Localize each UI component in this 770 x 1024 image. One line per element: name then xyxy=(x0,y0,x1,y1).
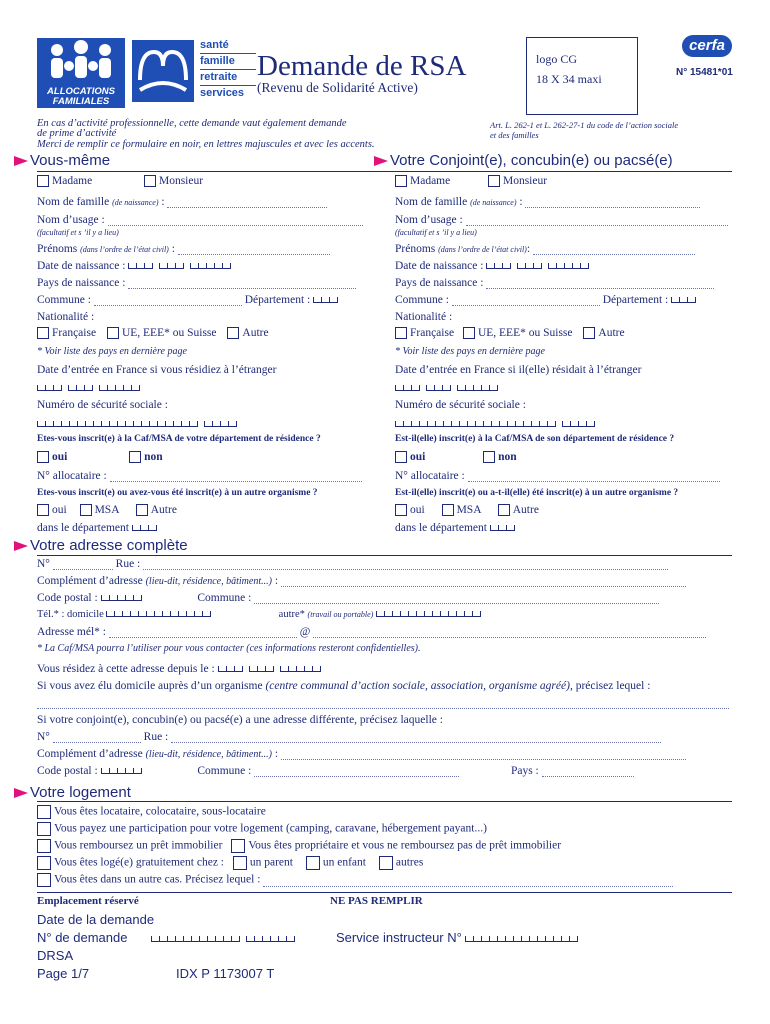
logement-locataire-checkbox[interactable] xyxy=(37,805,51,819)
conjoint-autre-organisme-choices xyxy=(395,504,539,516)
conjoint-organisme-oui-label: oui xyxy=(410,504,425,516)
logement-autres-label: autres xyxy=(395,856,424,869)
conjoint-inscrit-non-checkbox[interactable] xyxy=(483,451,495,463)
conjoint-organisme-msa-checkbox[interactable] xyxy=(442,504,454,516)
vous-dans-departement-label: dans le département xyxy=(37,522,129,534)
vous-autre-label: Autre xyxy=(242,327,269,339)
form-subtitle: (Revenu de Solidarité Active) xyxy=(257,80,418,95)
adresse-tel-autre-field[interactable] xyxy=(376,609,487,620)
adresse-depuis-field[interactable] xyxy=(218,663,327,675)
footer-idx: IDX P 1173007 T xyxy=(176,966,275,981)
conjoint-pays-naissance xyxy=(395,277,714,289)
adresse-complement-field[interactable] xyxy=(281,576,686,587)
conjoint-nom-usage-note: (facultatif et s ’il y a lieu) xyxy=(395,228,477,237)
conjoint-date-entree-label: Date d’entrée en France si il(elle) résidait à l’étranger xyxy=(395,364,642,376)
conjoint-organisme-oui-checkbox[interactable] xyxy=(395,504,407,516)
conjoint-inscrit-caf: Est-il(elle) inscrit(e) à la Caf/MSA de son département de résidence ? xyxy=(395,434,675,444)
section-adresse-title: Votre adresse complète xyxy=(30,537,188,554)
vous-nom-usage-label: Nom d’usage : xyxy=(37,214,105,226)
adresse-precisez-label: précisez lequel : xyxy=(575,680,651,692)
adresse-conjoint-complement: Complément d’adresse (lieu-dit, résidence, bâtiment...) : xyxy=(37,748,686,760)
logement-participation-checkbox[interactable] xyxy=(37,822,51,836)
adresse-rue-field[interactable] xyxy=(143,559,668,570)
vous-monsieur-label: Monsieur xyxy=(158,175,204,187)
adresse-rue-label: Rue : xyxy=(115,558,141,570)
conjoint-monsieur-label: Monsieur xyxy=(502,175,548,187)
msa-logo-icon xyxy=(132,40,194,102)
conjoint-date-entree-field[interactable] xyxy=(395,382,504,394)
logement-pret xyxy=(37,839,561,853)
vous-francaise-checkbox[interactable] xyxy=(37,327,49,339)
footer-num-demande-field xyxy=(151,930,301,945)
conjoint-francaise-label: Française xyxy=(410,327,455,339)
vous-commune-label: Commune : xyxy=(37,294,91,306)
conjoint-nom-usage-label: Nom d’usage : xyxy=(395,214,463,226)
vous-prenoms-field[interactable] xyxy=(178,244,330,255)
vous-date-entree-label: Date d’entrée en France si vous résidiez à l’étranger xyxy=(37,364,277,376)
conjoint-date-naissance xyxy=(395,260,595,272)
vous-francaise-label: Française xyxy=(52,327,97,339)
vous-pays-naissance-field[interactable] xyxy=(128,278,356,289)
adresse-commune-field[interactable] xyxy=(254,593,659,604)
vous-organisme-autre-label: Autre xyxy=(150,504,177,516)
logement-proprietaire-label: Vous êtes propriétaire et vous ne remboursez pas de prêt immobilier xyxy=(248,839,562,852)
conjoint-autre-label: Autre xyxy=(598,327,625,339)
logo-cg-line2: 18 X 34 maxi xyxy=(536,72,602,86)
conjoint-monsieur-checkbox[interactable] xyxy=(488,175,500,187)
vous-date-naissance-field[interactable] xyxy=(128,260,237,272)
adresse-code-postal-field[interactable] xyxy=(101,592,148,604)
adresse-conjoint-rue xyxy=(37,731,661,743)
footer-ne-pas-remplir: NE PAS REMPLIR xyxy=(330,895,423,907)
section-conjoint-title: Votre Conjoint(e), concubin(e) ou pacsé(e) xyxy=(390,152,673,169)
footer-page: Page 1/7 xyxy=(37,966,90,981)
conjoint-commune-label: Commune : xyxy=(395,294,449,306)
section-adresse xyxy=(14,537,188,554)
conjoint-organisme-msa-label: MSA xyxy=(456,504,481,516)
logo-cg-line1: logo CG xyxy=(536,52,578,66)
vous-nom-famille-note: (de naissance) xyxy=(112,198,159,207)
logement-autre-cas-checkbox[interactable] xyxy=(37,873,51,887)
footer-service-label: Service instructeur N° xyxy=(335,930,462,945)
vous-pays-naissance xyxy=(37,277,356,289)
adresse-num-field[interactable] xyxy=(53,559,113,570)
adresse-mel-label: Adresse mél* : xyxy=(37,626,106,638)
vous-allocataire xyxy=(37,470,362,482)
vous-date-entree-field[interactable] xyxy=(37,382,146,394)
logement-enfant-label: un enfant xyxy=(322,856,366,869)
adresse-rue xyxy=(37,558,668,570)
arrow-icon xyxy=(14,788,28,798)
adresse-note: * La Caf/MSA pourra l’utiliser pour vous contacter (ces informations resteront confidentielles). xyxy=(37,643,421,654)
adresse-conjoint-commune-label: Commune : xyxy=(197,765,252,777)
conjoint-inscrit-non-label: non xyxy=(498,451,517,463)
section-logement xyxy=(14,784,131,801)
vous-organisme-oui-label: oui xyxy=(52,504,67,516)
conjoint-pays-naissance-field[interactable] xyxy=(486,278,714,289)
intro-line3: Merci de remplir ce formulaire en noir, en lettres majuscules et avec les accents. xyxy=(37,139,375,150)
vous-commune xyxy=(37,294,344,306)
vous-departement-label: Département : xyxy=(244,294,311,306)
vous-monsieur-checkbox[interactable] xyxy=(144,175,156,187)
vous-date-naissance-label: Date de naissance : xyxy=(37,260,126,272)
conjoint-nom-famille-label: Nom de famille xyxy=(395,196,468,208)
adresse-conjoint-label: Si votre conjoint(e), concubin(e) ou pacsé(e) a une adresse différente, précisez laquelle : xyxy=(37,714,443,726)
vous-commune-field[interactable] xyxy=(94,295,242,306)
adresse-conjoint-pays-field[interactable] xyxy=(542,766,634,777)
footer-drsa: DRSA xyxy=(37,948,74,963)
adresse-conjoint-commune-field[interactable] xyxy=(254,766,459,777)
conjoint-date-naissance-label: Date de naissance : xyxy=(395,260,484,272)
logement-locataire xyxy=(37,805,266,819)
conjoint-dans-departement-label: dans le département xyxy=(395,522,487,534)
vous-ue-checkbox[interactable] xyxy=(107,327,119,339)
logement-gratuit xyxy=(37,856,423,870)
intro-line1: En cas d’activité professionnelle, cette demande vaut également demande xyxy=(37,118,347,129)
vous-allocataire-field[interactable] xyxy=(110,471,362,482)
conjoint-nom-famille-field[interactable] xyxy=(525,197,700,208)
vous-inscrit-caf: Etes-vous inscrit(e) à la Caf/MSA de votre département de résidence ? xyxy=(37,434,321,444)
vous-inscrit-oui-label: oui xyxy=(52,451,68,463)
msa-word-services: services xyxy=(200,87,245,99)
adresse-mel xyxy=(37,626,706,638)
conjoint-prenoms-field[interactable] xyxy=(533,244,695,255)
arrow-icon xyxy=(14,541,28,551)
vous-nom-famille-field[interactable] xyxy=(167,197,327,208)
adresse-conjoint-complement-field[interactable] xyxy=(281,749,686,760)
conjoint-madame-label: Madame xyxy=(410,175,451,187)
vous-organisme-msa-checkbox[interactable] xyxy=(80,504,92,516)
section-divider xyxy=(37,555,732,556)
vous-secu-label: Numéro de sécurité sociale : xyxy=(37,399,168,411)
vous-dans-departement xyxy=(37,522,163,534)
msa-logo xyxy=(132,40,194,102)
footer-emplacement: Emplacement réservé xyxy=(37,895,139,907)
adresse-tel-autre-note: (travail ou portable) xyxy=(307,610,374,619)
adresse-conjoint-complement-label: Complément d’adresse xyxy=(37,748,143,760)
vous-nationalite-label: Nationalité : xyxy=(37,311,95,323)
conjoint-madame-checkbox[interactable] xyxy=(395,175,407,187)
conjoint-prenoms-label: Prénoms xyxy=(395,243,436,255)
arrow-icon xyxy=(374,156,388,166)
conjoint-allocataire-field[interactable] xyxy=(468,471,720,482)
vous-organisme-msa-label: MSA xyxy=(94,504,119,516)
adresse-tel-label: Tél.* : domicile xyxy=(37,609,104,620)
adresse-conjoint-pays-label: Pays : xyxy=(510,765,539,777)
adresse-mel-field[interactable] xyxy=(109,627,297,638)
section-divider xyxy=(37,171,732,172)
adresse-complement: Complément d’adresse (lieu-dit, résidence, bâtiment...) : xyxy=(37,575,686,587)
logement-parent-checkbox[interactable] xyxy=(233,856,247,870)
conjoint-dans-departement xyxy=(395,522,521,534)
logement-gratuit-label: Vous êtes logé(e) gratuitement chez : xyxy=(54,856,224,869)
vous-nom-famille-label: Nom de famille xyxy=(37,196,110,208)
adresse-code-postal xyxy=(37,592,659,604)
vous-inscrit-non-checkbox[interactable] xyxy=(129,451,141,463)
adresse-tel-autre-label: autre* xyxy=(278,609,305,620)
vous-madame-label: Madame xyxy=(52,175,93,187)
section-logement-title: Votre logement xyxy=(30,784,131,801)
conjoint-voir-liste: * Voir liste des pays en dernière page xyxy=(395,346,545,357)
conjoint-departement-field[interactable] xyxy=(671,294,702,306)
conjoint-francaise-checkbox[interactable] xyxy=(395,327,407,339)
vous-inscrit-oui-checkbox[interactable] xyxy=(37,451,49,463)
adresse-complement-note: (lieu-dit, résidence, bâtiment...) xyxy=(145,576,272,587)
adresse-domicile-field[interactable] xyxy=(37,698,729,709)
msa-words xyxy=(200,38,256,101)
vous-nom-usage-field[interactable] xyxy=(108,215,363,226)
logement-autres-checkbox[interactable] xyxy=(379,856,393,870)
conjoint-nom-famille-note: (de naissance) xyxy=(470,198,517,207)
section-vous-title: Vous-même xyxy=(30,152,111,169)
adresse-domicile-note: (centre communal d’action sociale, association, organisme agréé), xyxy=(265,680,573,692)
vous-date-naissance xyxy=(37,260,237,272)
conjoint-departement-label: Département : xyxy=(602,294,669,306)
adresse-conjoint-rue-field[interactable] xyxy=(171,732,661,743)
vous-madame-checkbox[interactable] xyxy=(37,175,49,187)
vous-inscrit-caf-choices xyxy=(37,451,163,463)
adresse-conjoint-num-field[interactable] xyxy=(53,732,141,743)
conjoint-nationalite-label: Nationalité : xyxy=(395,311,453,323)
logement-participation xyxy=(37,822,487,836)
conjoint-nom-usage xyxy=(395,214,728,226)
conjoint-civilite xyxy=(395,175,547,187)
vous-departement-field[interactable] xyxy=(313,294,344,306)
adresse-conjoint-cp-field[interactable] xyxy=(101,765,148,777)
conjoint-organisme-autre-checkbox[interactable] xyxy=(498,504,510,516)
conjoint-autre-checkbox[interactable] xyxy=(583,327,595,339)
adresse-tel xyxy=(37,609,487,620)
conjoint-inscrit-oui-checkbox[interactable] xyxy=(395,451,407,463)
vous-nom-famille: Nom de famille (de naissance) : xyxy=(37,196,327,208)
conjoint-inscrit-oui-label: oui xyxy=(410,451,426,463)
conjoint-ue-checkbox[interactable] xyxy=(463,327,475,339)
vous-civilite xyxy=(37,175,203,187)
vous-prenoms: Prénoms (dans l’ordre de l’état civil) : xyxy=(37,243,330,255)
adresse-conjoint-cp-label: Code postal : xyxy=(37,765,98,777)
conjoint-prenoms-note: (dans l’ordre de l’état civil) xyxy=(438,245,527,254)
conjoint-commune xyxy=(395,294,702,306)
adresse-commune-label: Commune : xyxy=(197,592,252,604)
adresse-num-label: N° xyxy=(37,558,50,570)
conjoint-secu-field[interactable] xyxy=(395,418,601,430)
vous-pays-naissance-label: Pays de naissance : xyxy=(37,277,126,289)
conjoint-organisme-autre-label: Autre xyxy=(512,504,539,516)
section-conjoint xyxy=(374,152,673,169)
footer-date-demande: Date de la demande xyxy=(37,912,155,927)
logement-parent-label: un parent xyxy=(249,856,293,869)
vous-autre-organisme-choices xyxy=(37,504,177,516)
form-title: Demande de RSA xyxy=(257,50,467,82)
conjoint-pays-naissance-label: Pays de naissance : xyxy=(395,277,484,289)
footer-divider xyxy=(37,892,732,893)
vous-organisme-oui-checkbox[interactable] xyxy=(37,504,49,516)
logement-locataire-label: Vous êtes locataire, colocataire, sous-locataire xyxy=(54,805,266,818)
adresse-mel-domain-field[interactable] xyxy=(313,627,706,638)
vous-autre-checkbox[interactable] xyxy=(227,327,239,339)
conjoint-nationalite xyxy=(395,327,625,339)
logement-autre-cas-label: Vous êtes dans un autre cas. Précisez lequel : xyxy=(54,873,261,886)
conjoint-allocataire xyxy=(395,470,720,482)
cerfa-logo: cerfa xyxy=(682,35,732,57)
adresse-domicile-organisme xyxy=(37,680,650,692)
caf-logo xyxy=(37,38,125,108)
logement-proprietaire-checkbox[interactable] xyxy=(231,839,245,853)
vous-voir-liste: * Voir liste des pays en dernière page xyxy=(37,346,187,357)
intro-line2: de prime d’activité xyxy=(37,128,117,139)
legal-ref-line1: Art. L. 262-1 et L. 262-27-1 du code de l’action sociale xyxy=(490,120,679,130)
vous-nom-usage-note: (facultatif et s ’il y a lieu) xyxy=(37,228,119,237)
vous-ue-label: UE, EEE* ou Suisse xyxy=(121,327,217,339)
vous-inscrit-non-label: non xyxy=(144,451,163,463)
adresse-complement-label: Complément d’adresse xyxy=(37,575,143,587)
logement-pret-label: Vous remboursez un prêt immobilier xyxy=(54,839,223,852)
vous-nom-usage xyxy=(37,214,363,226)
family-icon xyxy=(37,38,125,84)
logement-autre-cas xyxy=(37,873,673,887)
conjoint-nom-famille: Nom de famille (de naissance) : xyxy=(395,196,700,208)
msa-word-retraite: retraite xyxy=(200,70,256,86)
conjoint-inscrit-caf-choices xyxy=(395,451,517,463)
vous-organisme-autre-checkbox[interactable] xyxy=(136,504,148,516)
adresse-depuis xyxy=(37,663,327,675)
msa-word-sante: santé xyxy=(200,38,256,54)
conjoint-secu-label: Numéro de sécurité sociale : xyxy=(395,399,526,411)
conjoint-commune-field[interactable] xyxy=(452,295,600,306)
conjoint-nom-usage-field[interactable] xyxy=(466,215,728,226)
caf-logo-text: ALLOCATIONS FAMILIALES xyxy=(47,86,115,107)
vous-autre-organisme: Etes-vous inscrit(e) ou avez-vous été inscrit(e) à un autre organisme ? xyxy=(37,488,318,498)
adresse-conjoint-rue-label: Rue : xyxy=(143,731,169,743)
adresse-conjoint-num-label: N° xyxy=(37,731,50,743)
conjoint-dans-departement-field[interactable] xyxy=(490,522,521,534)
cerfa-number: N° 15481*01 xyxy=(676,67,733,78)
logement-autre-cas-field[interactable] xyxy=(263,876,673,887)
adresse-depuis-label: Vous résidez à cette adresse depuis le : xyxy=(37,663,215,675)
adresse-conjoint-complement-note: (lieu-dit, résidence, bâtiment...) xyxy=(145,749,272,760)
adresse-tel-field[interactable] xyxy=(106,609,217,620)
section-divider xyxy=(37,801,732,802)
vous-secu-field[interactable] xyxy=(37,418,243,430)
vous-prenoms-note: (dans l’ordre de l’état civil) xyxy=(80,245,169,254)
msa-word-famille: famille xyxy=(200,54,256,70)
adresse-domicile-field-row xyxy=(37,697,729,709)
conjoint-prenoms: Prénoms (dans l’ordre de l’état civil): xyxy=(395,243,695,255)
vous-prenoms-label: Prénoms xyxy=(37,243,78,255)
logement-enfant-checkbox[interactable] xyxy=(306,856,320,870)
adresse-code-postal-label: Code postal : xyxy=(37,592,98,604)
adresse-domicile-label: Si vous avez élu domicile auprès d’un organisme xyxy=(37,680,263,692)
section-vous xyxy=(14,152,110,169)
adresse-mel-at: @ xyxy=(299,626,311,638)
logement-pret-checkbox[interactable] xyxy=(37,839,51,853)
footer-num-demande-label: N° de demande xyxy=(37,930,128,945)
legal-ref-line2: et des familles xyxy=(490,130,539,140)
footer-service-field xyxy=(465,930,584,945)
conjoint-allocataire-label: N° allocataire : xyxy=(395,470,465,482)
vous-dans-departement-field[interactable] xyxy=(132,522,163,534)
footer-num-demande-row xyxy=(37,930,584,945)
arrow-icon xyxy=(14,156,28,166)
vous-nationalite xyxy=(37,327,269,339)
vous-allocataire-label: N° allocataire : xyxy=(37,470,107,482)
conjoint-autre-organisme: Est-il(elle) inscrit(e) ou a-t-il(elle) été inscrit(e) à un autre organisme ? xyxy=(395,488,679,498)
adresse-conjoint-code-postal xyxy=(37,765,634,777)
conjoint-ue-label: UE, EEE* ou Suisse xyxy=(477,327,573,339)
logement-gratuit-checkbox[interactable] xyxy=(37,856,51,870)
logement-participation-label: Vous payez une participation pour votre logement (camping, caravane, hébergement payant...) xyxy=(54,822,487,835)
conjoint-date-naissance-field[interactable] xyxy=(486,260,595,272)
